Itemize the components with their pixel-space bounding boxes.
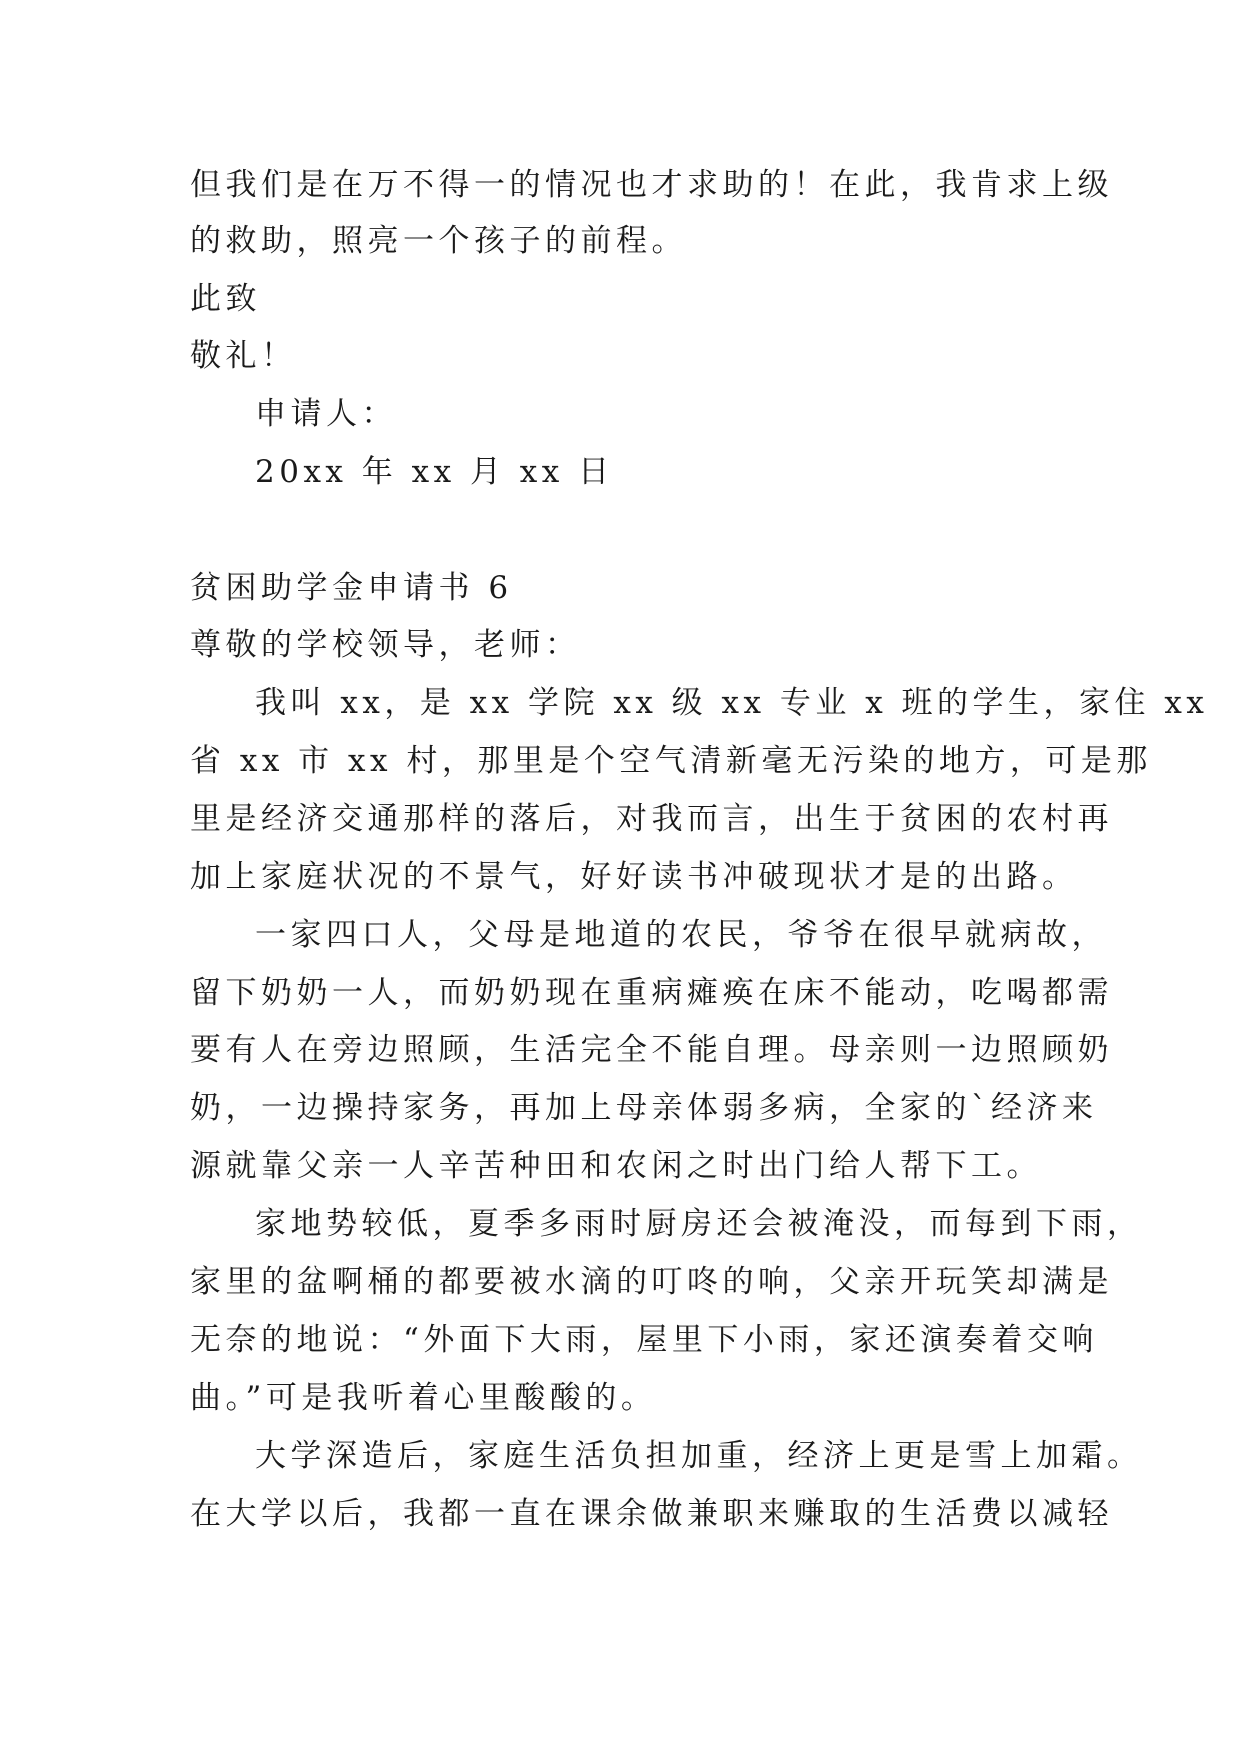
text-line: 要有人在旁边照顾，生活完全不能自理。母亲则一边照顾奶 — [190, 1032, 1113, 1068]
text-line: 里是经济交通那样的落后，对我而言，出生于贫困的农村再 — [190, 801, 1113, 837]
closing-salutation: 此致 — [190, 281, 261, 317]
text-line: 奶，一边操持家务，再加上母亲体弱多病，全家的`经济来 — [190, 1090, 1098, 1126]
closing-regards: 敬礼！ — [190, 338, 297, 374]
text-line: 的救助，照亮一个孩子的前程。 — [190, 223, 687, 259]
applicant-label: 申请人： — [255, 396, 397, 432]
text-line: 无奈的地说：“外面下大雨，屋里下小雨，家还演奏着交响 — [190, 1322, 1098, 1358]
text-line: 我叫 xx，是 xx 学院 xx 级 xx 专业 x 班的学生，家住 xx — [255, 685, 1209, 721]
section-title: 贫困助学金申请书 6 — [190, 570, 513, 606]
text-line: 加上家庭状况的不景气，好好读书冲破现状才是的出路。 — [190, 859, 1078, 895]
text-line: 家里的盆啊桶的都要被水滴的叮咚的响，父亲开玩笑却满是 — [190, 1264, 1113, 1300]
text-line: 大学深造后，家庭生活负担加重，经济上更是雪上加霜。 — [255, 1438, 1143, 1474]
greeting: 尊敬的学校领导，老师： — [190, 627, 581, 663]
text-line: 家地势较低，夏季多雨时厨房还会被淹没，而每到下雨， — [255, 1206, 1143, 1242]
text-line: 留下奶奶一人，而奶奶现在重病瘫痪在床不能动，吃喝都需 — [190, 975, 1113, 1011]
text-line: 省 xx 市 xx 村，那里是个空气清新毫无污染的地方，可是那 — [190, 743, 1152, 779]
text-line: 但我们是在万不得一的情况也才求助的！在此，我肯求上级 — [190, 167, 1113, 203]
text-line: 曲。”可是我听着心里酸酸的。 — [190, 1380, 657, 1416]
text-line: 源就靠父亲一人辛苦种田和农闲之时出门给人帮下工。 — [190, 1148, 1042, 1184]
date-line: 20xx 年 xx 月 xx 日 — [255, 454, 614, 490]
text-line: 在大学以后，我都一直在课余做兼职来赚取的生活费以减轻 — [190, 1496, 1113, 1532]
text-line: 一家四口人，父母是地道的农民，爷爷在很早就病故， — [255, 917, 1107, 953]
